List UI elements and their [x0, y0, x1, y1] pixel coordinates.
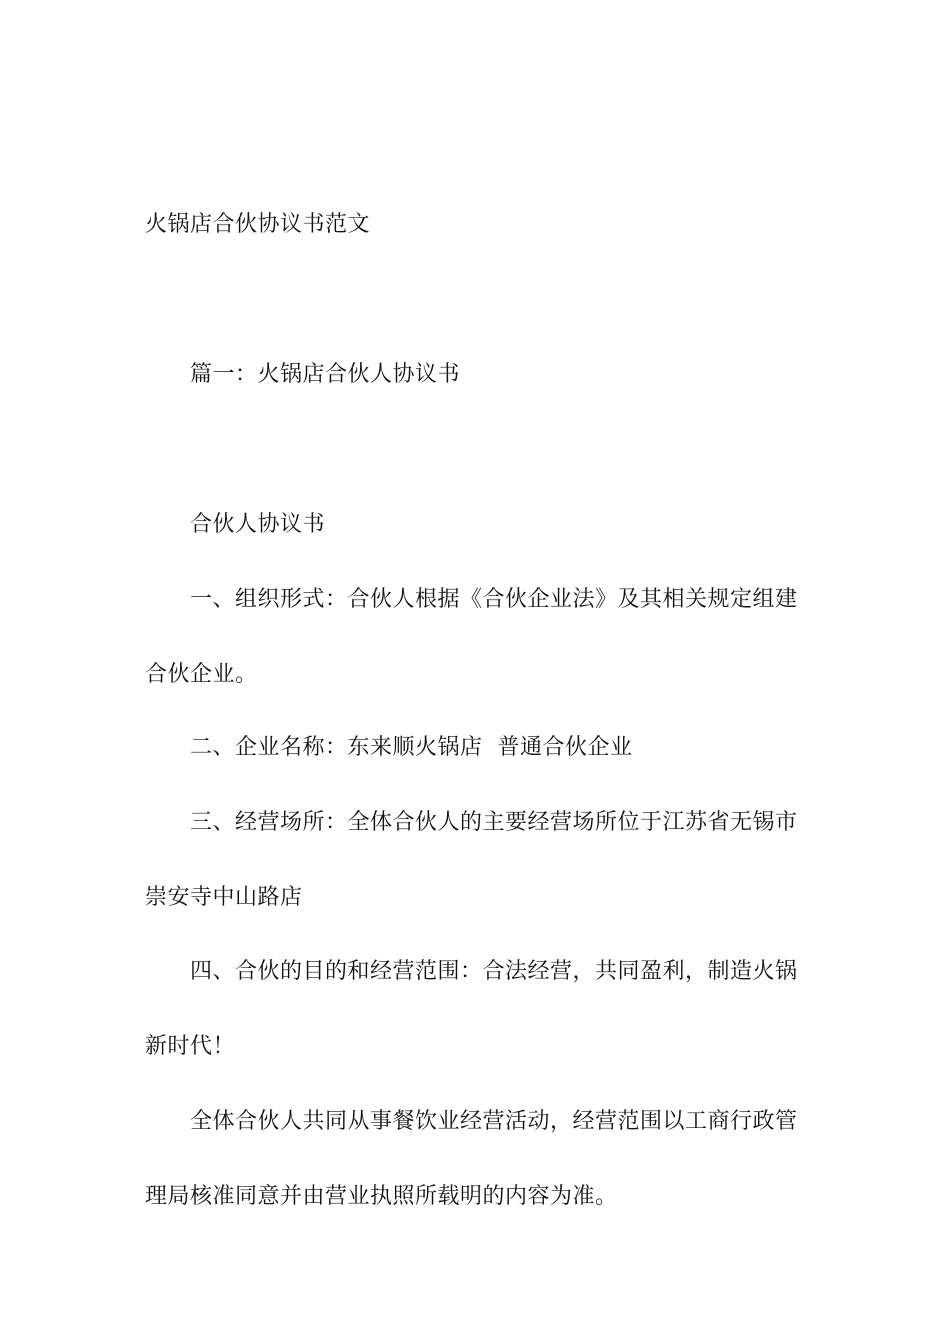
- clause-1-line-2: 合伙企业。: [145, 662, 258, 687]
- paragraph-scope-line-1: 全体合伙人共同从事餐饮业经营活动，经营范围以工商行政管: [190, 1109, 798, 1134]
- document-title: 火锅店合伙协议书范文: [145, 212, 371, 237]
- agreement-subtitle: 合伙人协议书: [190, 512, 326, 537]
- clause-3-line-2: 崇安寺中山路店: [145, 885, 303, 910]
- clause-2-line-1: 二、企业名称：东来顺火锅店 普通合伙企业: [190, 735, 633, 760]
- section-heading: 篇一：火锅店合伙人协议书: [190, 362, 461, 387]
- clause-4-line-2: 新时代！: [145, 1034, 236, 1059]
- clause-4-line-1: 四、合伙的目的和经营范围：合法经营，共同盈利，制造火锅: [190, 959, 798, 984]
- paragraph-scope-line-2: 理局核准同意并由营业执照所载明的内容为准。: [145, 1184, 618, 1209]
- clause-1-line-1: 一、组织形式：合伙人根据《合伙企业法》及其相关规定组建: [190, 587, 798, 612]
- clause-3-line-1: 三、经营场所：全体合伙人的主要经营场所位于江苏省无锡市: [190, 810, 798, 835]
